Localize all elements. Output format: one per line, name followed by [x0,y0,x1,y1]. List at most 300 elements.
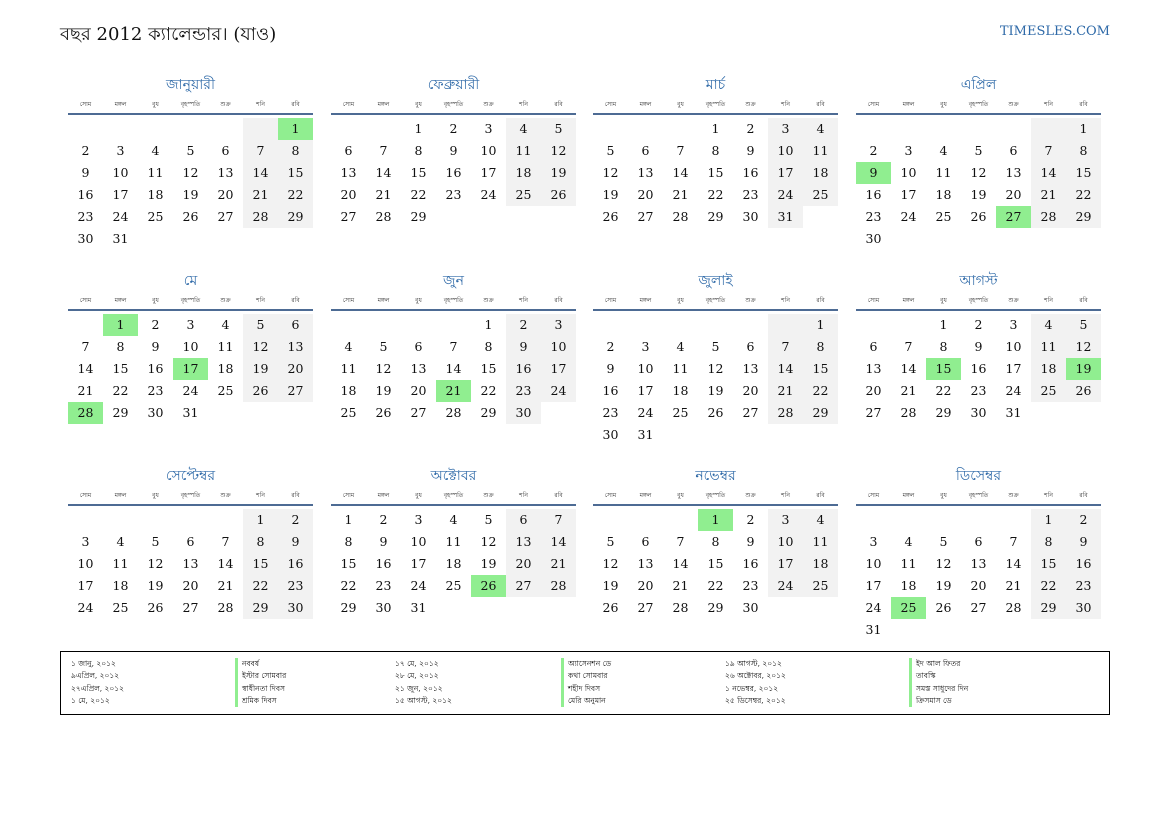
day-cell: 26 [243,380,278,402]
day-grid [593,314,838,446]
day-cell: 4 [221,317,230,332]
weekday-label: সোম [867,101,880,108]
empty-cell [856,314,891,336]
day-cell: 27 [506,575,541,597]
weekday-label: মঙ্গল [114,297,127,304]
day-cell: 30 [147,405,164,420]
day-cell: 27 [217,209,234,224]
empty-cell [891,314,926,336]
empty-cell [243,118,278,140]
day-cell: 8 [711,534,720,549]
day-cell: 19 [375,383,392,398]
day-cell: 29 [480,405,497,420]
day-cell: 31 [865,622,882,637]
day-cell: 1 [711,121,720,136]
event-date: ৯এপ্রিল, ২০১২ [71,671,120,681]
weekday-label: বুধ [152,492,159,499]
day-cell: 21 [1031,184,1066,206]
empty-cell [663,314,698,336]
day-cell: 27 [996,206,1031,228]
day-cell: 14 [77,361,94,376]
event-date: ১ নভেম্বর, ২০১২ [725,683,779,693]
empty-cell [103,118,138,140]
day-cell: 25 [217,383,234,398]
day-cell: 28 [768,402,803,424]
weekday-label: শুক্র [745,297,756,304]
month-1 [68,75,313,250]
day-cell: 19 [147,578,164,593]
weekday-label: সোম [79,297,92,304]
day-grid [68,118,313,250]
day-cell: 6 [869,339,878,354]
weekday-label: শুক্র [745,101,756,108]
day-cell: 9 [1066,531,1101,553]
day-cell: 7 [904,339,913,354]
day-cell: 6 [506,509,541,531]
day-cell: 27 [410,405,427,420]
empty-cell [68,118,103,140]
day-cell: 22 [480,383,497,398]
day-cell: 23 [77,209,94,224]
weekday-label: সোম [342,297,355,304]
day-cell: 24 [480,187,497,202]
empty-cell [593,314,628,336]
day-cell: 25 [506,184,541,206]
day-cell: 11 [506,140,541,162]
weekday-label: শুক্র [483,101,494,108]
day-cell: 18 [935,187,952,202]
day-grid [856,314,1101,424]
day-cell: 18 [112,578,129,593]
weekday-label: বুধ [677,297,684,304]
page-title: বছর 2012 ক্যালেন্ডার। (যাও) [60,24,277,45]
day-cell: 29 [1066,206,1101,228]
day-cell: 3 [414,512,423,527]
day-cell: 15 [707,165,724,180]
day-cell: 3 [81,534,90,549]
day-cell: 27 [340,209,357,224]
day-cell: 1 [698,509,733,531]
empty-cell [628,509,663,531]
day-cell: 6 [186,534,195,549]
weekday-label: বুধ [940,101,947,108]
day-cell: 12 [541,140,576,162]
day-cell: 11 [147,165,164,180]
event-name: নববর্ষ [242,659,259,668]
day-cell: 20 [278,358,313,380]
day-cell: 8 [711,143,720,158]
weekday-label: বৃহস্পতি [180,297,201,304]
day-cell: 17 [900,187,917,202]
empty-cell [208,118,243,140]
day-cell: 23 [147,383,164,398]
weekday-label: রবি [291,492,300,499]
day-cell: 4 [116,534,125,549]
day-cell: 5 [606,534,615,549]
weekday-label: বুধ [415,492,422,499]
day-cell: 5 [711,339,720,354]
day-cell: 25 [803,575,838,597]
weekday-label: রবি [1079,101,1088,108]
day-cell: 27 [970,600,987,615]
day-cell: 19 [935,578,952,593]
month-12 [856,466,1101,641]
empty-cell [891,118,926,140]
month-6 [331,271,576,424]
weekday-label: মঙ্গল [114,101,127,108]
day-cell: 22 [707,578,724,593]
day-cell: 3 [904,143,913,158]
weekday-label: বৃহস্পতি [705,492,726,499]
day-cell: 6 [278,314,313,336]
day-cell: 15 [707,556,724,571]
event-name: ক্রিসমাস ডে [916,695,952,705]
weekday-label: বৃহস্পতি [968,101,989,108]
weekday-label: বুধ [415,101,422,108]
day-cell: 3 [186,317,195,332]
day-cell: 26 [707,405,724,420]
day-cell: 15 [803,358,838,380]
day-cell: 8 [484,339,493,354]
day-cell: 26 [541,184,576,206]
day-cell: 29 [707,209,724,224]
day-cell: 20 [410,383,427,398]
day-cell: 7 [676,143,685,158]
weekday-label: বৃহস্পতি [443,492,464,499]
empty-cell [628,314,663,336]
day-cell: 12 [707,361,724,376]
day-cell: 12 [970,165,987,180]
day-cell: 7 [243,140,278,162]
empty-cell [733,314,768,336]
day-cell: 12 [1066,336,1101,358]
day-cell: 7 [449,339,458,354]
weekday-label: শুক্র [220,492,231,499]
weekday-label: মঙ্গল [377,297,390,304]
weekday-label: শনি [1044,297,1053,304]
day-cell: 8 [278,140,313,162]
day-cell: 4 [803,509,838,531]
weekday-label: বুধ [677,101,684,108]
day-cell: 20 [865,383,882,398]
day-cell: 27 [637,600,654,615]
day-cell: 14 [672,556,689,571]
day-cell: 2 [974,317,983,332]
day-cell: 14 [541,531,576,553]
event-date: ২৫ ডিসেম্বর, ২০১২ [725,695,786,705]
empty-cell [436,314,471,336]
weekday-label: রবি [554,101,563,108]
event-name: সমস্ত সাধুদের দিন [916,683,969,693]
weekday-header [331,490,576,506]
weekday-header [68,99,313,115]
day-cell: 2 [506,314,541,336]
site-link[interactable]: TIMESLES.COM [999,24,1110,39]
weekday-label: সোম [867,492,880,499]
empty-cell [331,118,366,140]
day-cell: 5 [379,339,388,354]
day-cell: 10 [865,556,882,571]
day-cell: 25 [935,209,952,224]
month-2 [331,75,576,228]
day-cell: 17 [1005,361,1022,376]
day-cell: 15 [926,358,961,380]
day-cell: 13 [506,531,541,553]
day-cell: 24 [112,209,129,224]
day-cell: 3 [541,314,576,336]
day-grid [593,118,838,228]
day-cell: 7 [676,534,685,549]
day-cell: 9 [606,361,615,376]
empty-cell [663,509,698,531]
day-cell: 9 [151,339,160,354]
day-cell: 25 [445,578,462,593]
weekday-header [856,295,1101,311]
day-cell: 24 [182,383,199,398]
day-cell: 16 [77,187,94,202]
event-date: ২৭এপ্রিল, ২০১২ [71,683,125,693]
day-cell: 22 [243,575,278,597]
day-cell: 11 [445,534,462,549]
day-cell: 28 [445,405,462,420]
weekday-label: শনি [1044,101,1053,108]
day-cell: 11 [340,361,357,376]
day-cell: 1 [344,512,353,527]
day-cell: 25 [891,597,926,619]
day-cell: 5 [243,314,278,336]
day-cell: 9 [506,336,541,358]
day-cell: 22 [410,187,427,202]
weekday-label: শনি [781,101,790,108]
day-cell: 3 [484,121,493,136]
event-names-col-1 [235,658,286,707]
day-cell: 4 [904,534,913,549]
day-cell: 14 [1031,162,1066,184]
event-date: ১৭ মে, ২০১২ [395,659,439,668]
day-cell: 24 [410,578,427,593]
weekday-label: রবি [291,101,300,108]
day-cell: 18 [672,383,689,398]
day-cell: 11 [217,339,234,354]
day-cell: 30 [77,231,94,246]
day-cell: 29 [278,206,313,228]
month-10 [331,466,576,619]
day-cell: 6 [641,143,650,158]
weekday-label: বৃহস্পতি [443,101,464,108]
day-cell: 18 [445,556,462,571]
day-cell: 10 [900,165,917,180]
day-cell: 26 [935,600,952,615]
day-cell: 26 [602,209,619,224]
day-cell: 14 [375,165,392,180]
empty-cell [593,509,628,531]
event-dates-col-3 [725,658,786,707]
month-name: এপ্রিল [960,77,997,93]
event-name: স্বাধীনতা দিবস [242,683,285,693]
day-cell: 4 [449,512,458,527]
day-cell: 15 [1066,162,1101,184]
day-cell: 23 [742,578,759,593]
day-cell: 13 [182,556,199,571]
day-cell: 19 [182,187,199,202]
empty-cell [1031,118,1066,140]
empty-cell [856,509,891,531]
day-cell: 10 [1005,339,1022,354]
day-cell: 19 [1066,358,1101,380]
day-cell: 22 [707,187,724,202]
day-cell: 20 [217,187,234,202]
event-dates-col-2 [395,658,452,707]
month-name: মে [183,273,198,289]
day-cell: 13 [637,556,654,571]
day-cell: 31 [637,427,654,442]
empty-cell [891,509,926,531]
day-cell: 9 [856,162,891,184]
day-cell: 23 [742,187,759,202]
day-cell: 18 [506,162,541,184]
empty-cell [173,509,208,531]
event-date: ১৫ আগস্ট, ২০১২ [395,695,452,705]
day-cell: 16 [970,361,987,376]
day-cell: 18 [147,187,164,202]
day-cell: 17 [865,578,882,593]
day-cell: 20 [506,553,541,575]
day-cell: 23 [865,209,882,224]
weekday-label: বৃহস্পতি [180,492,201,499]
day-cell: 30 [742,600,759,615]
month-name: মার্চ [705,77,726,93]
day-cell: 17 [768,162,803,184]
empty-cell [961,509,996,531]
day-cell: 5 [541,118,576,140]
day-cell: 1 [278,118,313,140]
day-cell: 24 [77,600,94,615]
day-cell: 21 [77,383,94,398]
day-cell: 3 [1009,317,1018,332]
day-cell: 17 [637,383,654,398]
day-cell: 23 [602,405,619,420]
day-cell: 21 [541,553,576,575]
empty-cell [996,509,1031,531]
day-cell: 8 [414,143,423,158]
day-grid [856,509,1101,641]
weekday-label: শনি [256,492,265,499]
day-cell: 27 [637,209,654,224]
weekday-label: শনি [256,101,265,108]
weekday-header [331,295,576,311]
day-cell: 1 [414,121,423,136]
day-cell: 7 [768,336,803,358]
day-cell: 24 [865,600,882,615]
day-cell: 19 [541,162,576,184]
day-cell: 25 [112,600,129,615]
weekday-label: রবি [554,492,563,499]
weekday-label: মঙ্গল [639,297,652,304]
weekday-label: মঙ্গল [902,101,915,108]
day-cell: 17 [480,165,497,180]
month-name: ফেব্রুয়ারী [427,77,480,93]
day-cell: 2 [746,121,755,136]
day-cell: 19 [480,556,497,571]
event-name: ইস্টার সোমবার [242,671,287,681]
day-cell: 16 [147,361,164,376]
day-cell: 11 [672,361,689,376]
day-cell: 10 [410,534,427,549]
day-cell: 7 [221,534,230,549]
month-name: সেপ্টেম্বর [165,468,216,484]
day-cell: 24 [637,405,654,420]
day-cell: 29 [803,402,838,424]
day-cell: 29 [410,209,427,224]
day-cell: 1 [1066,118,1101,140]
day-cell: 30 [865,231,882,246]
day-cell: 23 [970,383,987,398]
day-cell: 26 [147,600,164,615]
day-cell: 17 [173,358,208,380]
day-cell: 26 [182,209,199,224]
day-cell: 24 [900,209,917,224]
event-name: অ্যাসেনশন ডে [568,659,612,668]
event-name: মেরি অনুমান [568,695,606,705]
day-cell: 14 [768,358,803,380]
weekday-label: শুক্র [1008,101,1019,108]
weekday-label: বৃহস্পতি [968,297,989,304]
day-cell: 17 [112,187,129,202]
empty-cell [926,509,961,531]
weekday-label: বুধ [940,297,947,304]
day-cell: 28 [1031,206,1066,228]
event-dates-col-1 [71,658,124,707]
day-cell: 10 [112,165,129,180]
day-cell: 28 [672,600,689,615]
weekday-label: বৃহস্পতি [705,297,726,304]
day-cell: 28 [672,209,689,224]
day-cell: 18 [340,383,357,398]
day-cell: 30 [506,402,541,424]
day-cell: 16 [1066,553,1101,575]
day-cell: 23 [445,187,462,202]
weekday-label: মঙ্গল [902,297,915,304]
day-cell: 30 [1066,597,1101,619]
day-cell: 5 [151,534,160,549]
day-grid [331,314,576,424]
day-cell: 22 [1066,184,1101,206]
day-cell: 6 [1009,143,1018,158]
day-cell: 21 [375,187,392,202]
day-cell: 19 [970,187,987,202]
day-cell: 21 [672,578,689,593]
day-cell: 4 [939,143,948,158]
day-cell: 5 [186,143,195,158]
day-cell: 11 [803,531,838,553]
weekday-label: শুক্র [745,492,756,499]
day-cell: 18 [217,361,234,376]
weekday-header [68,295,313,311]
empty-cell [401,314,436,336]
day-cell: 25 [147,209,164,224]
weekday-label: শুক্র [483,492,494,499]
weekday-label: শনি [519,101,528,108]
day-cell: 15 [410,165,427,180]
day-cell: 1 [243,509,278,531]
day-cell: 7 [1009,534,1018,549]
weekday-label: শনি [781,492,790,499]
weekday-label: বৃহস্পতি [705,101,726,108]
month-9 [68,466,313,619]
weekday-label: বৃহস্পতি [968,492,989,499]
day-cell: 21 [1005,578,1022,593]
day-cell: 30 [970,405,987,420]
